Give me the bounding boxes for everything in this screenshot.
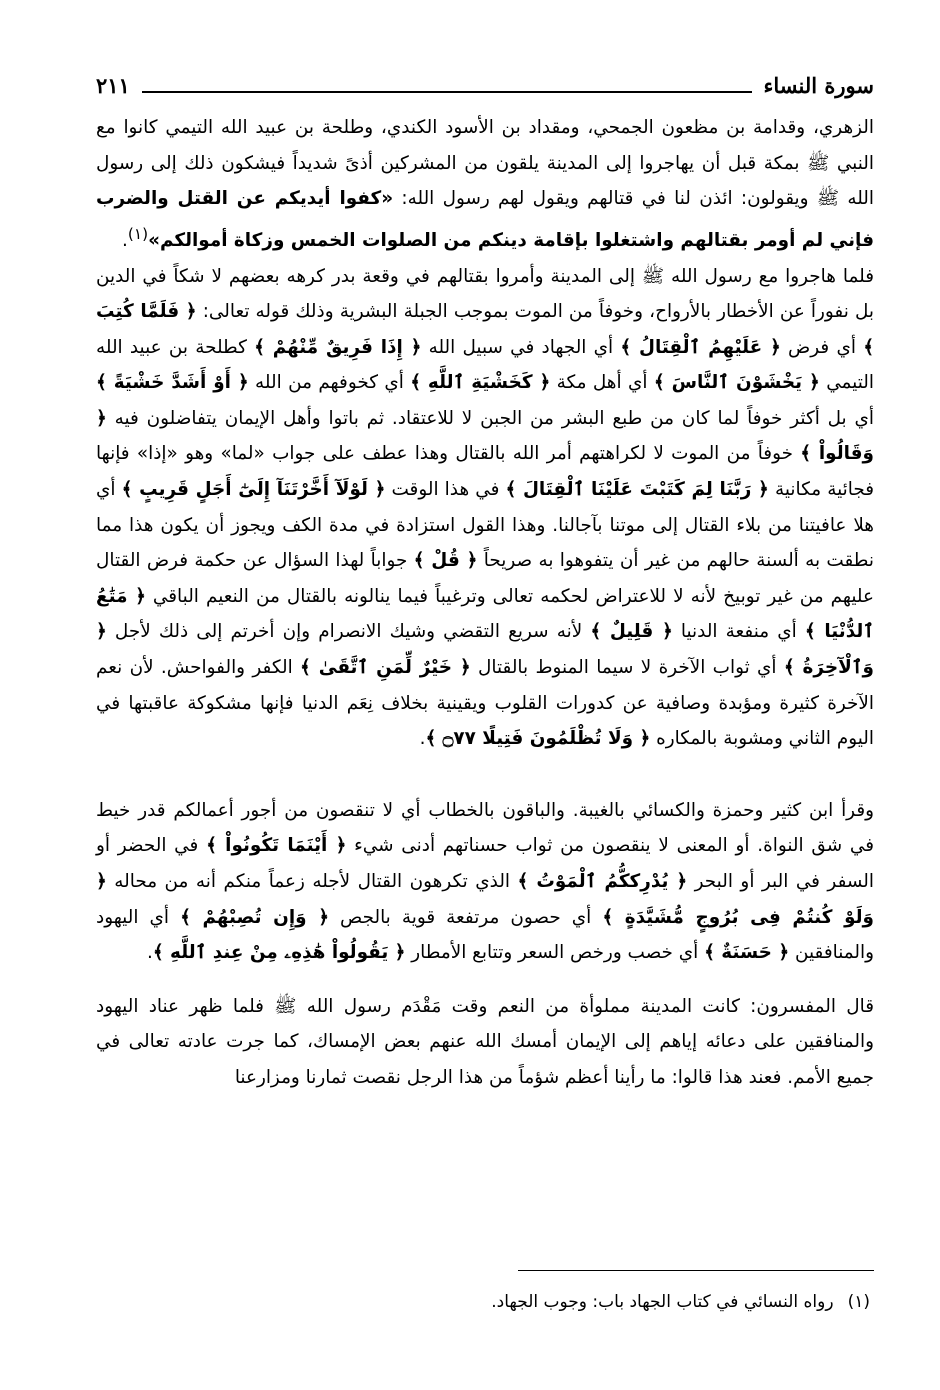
text-run: أي أهل مكة (550, 372, 654, 394)
quran-quote: ﴿ عَلَيْهِمُ ٱلْقِتَالُ ﴾ (620, 336, 781, 358)
text-run: أي خصب ورخص السعر وتتابع الأمطار (405, 942, 705, 964)
paragraph-2 (96, 259, 874, 757)
text-run: . (147, 942, 153, 964)
text-run: الذي تكرهون القتال لأجله زعماً منكم أنه من محاله (106, 871, 518, 892)
text-run: قال المفسرون: كانت المدينة مملوأة من النعم وقت مَقْدَم رسول الله ﷺ فلما ظهر عناد اليهود والمنافقين على دعائه إياهم إلى الإيمان أمسك الله عنهم بعض الإمساك، كما جرت عادته تعالى في جميع الأمم. فعند هذا قالوا: ما رأينا أعظم شؤماً من هذا الرجل نقصت ثمارنا ومزارعنا (96, 995, 874, 1088)
quran-quote: ﴿ أَيْنَمَا تَكُونُواْ ﴾ (206, 835, 347, 857)
quran-quote: ﴿ لَوْلَآ أَخَّرْتَنَآ إِلَىٰٓ أَجَلٍ قَرِيبٍ ﴾ (121, 479, 386, 501)
text-run: . (419, 728, 426, 750)
footnote-ref: (١) (127, 224, 149, 243)
quran-quote: ﴿ قَلِيلٌ ﴾ (590, 621, 673, 643)
quran-quote: ﴿ وَلَا تُظْلَمُونَ فَتِيلًا ۝٧٧ ﴾ (425, 728, 651, 750)
footnote (96, 1288, 870, 1316)
quran-quote: ﴿ رَبَّنَا لِمَ كَتَبْتَ عَلَيْنَا ٱلْقِتَالَ ﴾ (505, 479, 769, 501)
text-run: أي ثواب الآخرة لا سيما المنوط بالقتال (470, 657, 784, 679)
header-rule (142, 91, 752, 93)
surah-title: سورة النساء (763, 73, 874, 98)
paragraph-1 (96, 110, 874, 259)
footnote-rule (518, 1270, 874, 1271)
quran-quote: ﴿ وَإِن تُصِبْهُمْ ﴾ (180, 906, 329, 928)
text-run: أي بل أكثر خوفاً لما كان من طبع البشر من الجبن لا للاعتقاد. ثم باتوا وأهل الإيمان يتفاضلون فيه (106, 407, 874, 429)
text-run: كطلحة بن عبيد الله التيمي (96, 336, 874, 394)
text-run: الكفر والفواحش. لأن نعم الآخرة كثيرة ومؤبدة وصافية عن كدورات القلوب ويقينية بخلاف نِعَم الدنيا فإنها مشكوكة عاقبتها في اليوم الثاني ومشوبة بالمكاره (96, 657, 874, 750)
quran-quote: ﴿ وَقَالُواْ ﴾ (96, 407, 874, 465)
paragraph-spacer (96, 757, 874, 793)
text-run: خوفاً من الموت لا لكراهتهم أمر الله بالقتال وهذا عطف على جواب «لما» وهو «إذا» فإنها فجائية مكانية (96, 443, 875, 501)
text-run: أي اليهود والمنافقين (96, 906, 874, 964)
quran-quote: ﴿ كَخَشْيَةِ ٱللَّهِ ﴾ (410, 372, 551, 394)
text-run: في هذا الوقت (385, 479, 506, 501)
quran-quote: ﴿ فَلَمَّا كُتِبَ ﴾ (96, 301, 874, 358)
quran-quote: ﴿ يَخْشَوْنَ ٱلنَّاسَ ﴾ (653, 372, 820, 394)
hadith-quote: «كفوا أيديكم عن القتل والضرب فإني لم أومر بقتالهم واشتغلوا بإقامة دينكم من الصلوات الخمس وزكاة أموالكم» (96, 188, 874, 251)
quran-quote: ﴿ وَٱلْآخِرَةُ ﴾ (96, 621, 874, 679)
quran-quote: ﴿ يَقُولُواْ هَٰذِهِۦ مِنْ عِندِ ٱللَّهِ ﴾ (152, 942, 406, 964)
text-run: أي فرض (780, 336, 864, 358)
text-run: الزهري، وقدامة بن مظعون الجمحي، ومقداد بن الأسود الكندي، وطلحة بن عبيد الله التيمي كانوا مع النبي ﷺ بمكة قبل أن يهاجروا إلى المدينة يلقون من المشركين أذىً شديداً فيشكون ذلك إلى رسول الله ﷺ ويقولون: ائذن لنا في قتالهم ويقول لهم رسول الله: (96, 117, 875, 210)
text-run: أي حصون مرتفعة قوية بالجص (329, 906, 603, 928)
page-number: ٢١١ (96, 73, 130, 98)
text-run: أي هلا عافيتنا من بلاء القتال إلى موتنا بآجالنا. وهذا القول استزادة في مدة الكف ويجوز أن يكون هذا مما نطقت به ألسنة حالهم من غير أن يتفوهوا به صريحاً (96, 479, 874, 572)
footnote-text: رواه النسائي في كتاب الجهاد باب: وجوب الجهاد. (491, 1292, 834, 1312)
quran-quote: ﴿ يُدْرِككُّمُ ٱلْمَوْتُ ﴾ (517, 871, 688, 892)
quran-quote: ﴿ حَسَنَةٌ ﴾ (704, 942, 790, 964)
text-run: أي منفعة الدنيا (672, 621, 805, 643)
text-run: فلما هاجروا مع رسول الله ﷺ إلى المدينة وأمروا بقتالهم في وقعة بدر كرهه بعضهم لا شكاً في الدين بل نفوراً عن الأخطار بالأرواح، وخوفاً من الموت بموجب الجبلة البشرية وذلك قوله تعالى: (96, 265, 874, 323)
quran-quote: ﴿ مَتَٰعُ ٱلدُّنْيَا ﴾ (96, 585, 875, 643)
footnote-number: (١) (847, 1292, 870, 1312)
text-run: . (122, 229, 128, 251)
quran-quote: ﴿ إِذَا فَرِيقٌ مِّنْهُمْ ﴾ (254, 336, 422, 358)
page-header (96, 66, 874, 100)
paragraph-4 (96, 989, 874, 1096)
quran-quote: ﴿ خَيْرٌ لِّمَنِ ٱتَّقَىٰ ﴾ (300, 657, 471, 679)
text-run: جواباً لهذا السؤال عن حكمة فرض القتال عليهم من غير توبيخ لأنه لا للاعتراض لحكمه تعالى وترغيباً فيما ينالونه بالقتال من النعيم الباقي (96, 550, 874, 607)
text-run: وقرأ ابن كثير وحمزة والكسائي بالغيبة. والباقون بالخطاب أي لا تنقصون من أجور أعمالكم قدر خيط في شق النواة. أو المعنى لا ينقصون من ثواب حسناتهم أدنى شيء (96, 799, 875, 857)
quran-quote: ﴿ أَوْ أَشَدَّ خَشْيَةً ﴾ (96, 372, 249, 394)
text-run: أي كخوفهم من الله (248, 372, 411, 394)
quran-quote: ﴿ وَلَوْ كُنتُمْ فِى بُرُوجٍ مُّشَيَّدَةٍ ﴾ (96, 871, 874, 928)
paragraph-spacer (96, 971, 874, 989)
quran-quote: ﴿ قُلْ ﴾ (413, 550, 478, 572)
text-run: لأنه سريع التقضي وشيك الانصرام وإن أخرتم إلى ذلك لأجل (106, 621, 591, 643)
text-run: أي الجهاد في سبيل الله (421, 336, 621, 358)
paragraph-3 (96, 793, 874, 971)
text-run: في الحضر أو السفر في البر أو البحر (96, 835, 874, 892)
